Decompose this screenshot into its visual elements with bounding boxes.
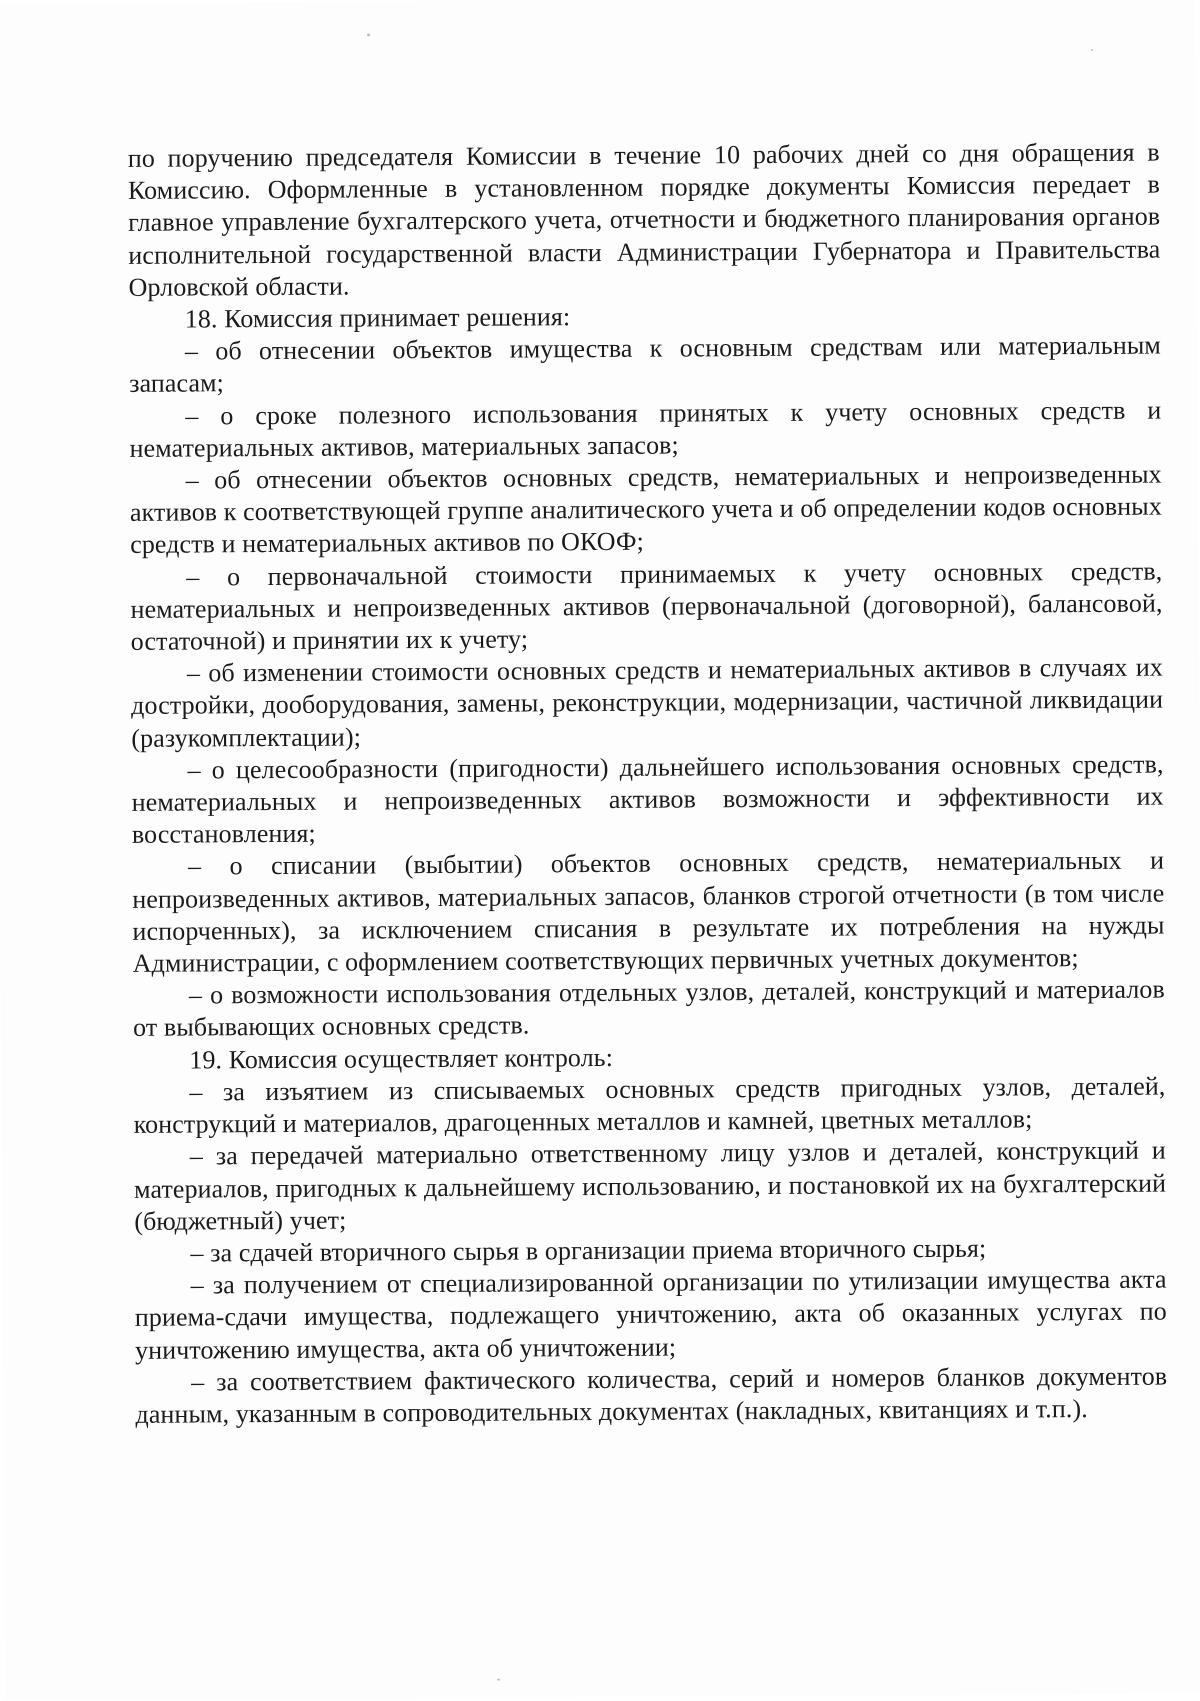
- paragraph-item-19-heading: 19. Комиссия осуществляет контроль:: [189, 1042, 614, 1075]
- paragraph-control-transfer: – за передачей материально ответственному лицу узлов и деталей, конструкций и материалов, пригодных к дальнейшему использованию, и постановкой их на бухгалтерский (бюджетный) учет;: [133, 1135, 1167, 1236]
- paragraph-decision-useful-life: – о сроке полезного использования принятых к учету основных средств и нематериальных активов, материальных запасов;: [129, 395, 1162, 463]
- paragraph-control-recycling: – за сдачей вторичного сырья в организации приема вторичного сырья;: [190, 1233, 987, 1268]
- scan-speck: [367, 33, 370, 36]
- paragraph-decision-analytic-group: – об отнесении объектов основных средств, нематериальных и непроизведенных активов к соответствующей группе аналитического учета и об определении кодов основных средств и нематериальных активов по ОКОФ;: [129, 459, 1163, 560]
- paragraph-decision-initial-cost: – о первоначальной стоимости принимаемых к учету основных средств, нематериальных и непроизведенных активов (первоначальной (договорной), балансовой, остаточной) и принятии их к учету;: [130, 556, 1163, 656]
- paragraph-control-extraction: – за изъятием из списываемых основных средств пригодных узлов, деталей, конструкций и материалов, драгоценных металлов и камней, цветных металлов;: [133, 1071, 1166, 1139]
- paragraph-item-18-heading: 18. Комиссия принимает решения:: [184, 302, 571, 334]
- paragraph-decision-assets-classification: – об отнесении объектов имущества к основным средствам или материальным запасам;: [129, 330, 1162, 399]
- paragraph-decision-reuse-parts: – о возможности использования отдельных узлов, деталей, конструкций и материалов от выбывающих основных средств.: [133, 974, 1165, 1043]
- scan-speck: [1091, 49, 1093, 51]
- paragraph-control-disposal-acts: – за получением от специализированной организации по утилизации имущества акта приема-сдачи имущества, подлежащего уничтожению, акта об оказанных услугах по уничтожению имущества, акта об уничтожении;: [134, 1264, 1167, 1365]
- paragraph-decision-cost-change: – об изменении стоимости основных средств и нематериальных активов в случаях их достройки, дооборудования, замены, реконструкции, модернизации, частичной ликвидации (разукомплектации);: [131, 652, 1164, 753]
- paragraph-continuation: по поручению председателя Комиссии в течение 10 рабочих дней со дня обращения в Комиссию. Оформленные в установленном порядке документы Комиссия передает в главное управление бухгалтерского учета, отчетности и бюджетного планирования органов исполнительной государственной власти Администрации Губернатора и Правительства Орловской области.: [127, 137, 1161, 302]
- paragraph-decision-write-off: – о списании (выбытии) объектов основных средств, нематериальных и непроизведенных активов, материальных запасов, бланков строгой отчетности (в том числе испорченных), за исключением списания в результате их потребления на нужды Администрации, с оформлением соответствующих первичных учетных документов;: [132, 846, 1165, 978]
- paragraph-control-blank-forms: – за соответствием фактического количества, серий и номеров бланков документов данным, указанным в сопроводительных документах (накладных, квитанциях и т.п.).: [135, 1361, 1168, 1429]
- scan-speck: [497, 1679, 500, 1681]
- document-body: [128, 137, 1168, 1431]
- paragraph-decision-expediency: – о целесообразности (пригодности) дальнейшего использования основных средств, нематериальных и непроизведенных активов возможности и эффективности их восстановления;: [131, 749, 1164, 850]
